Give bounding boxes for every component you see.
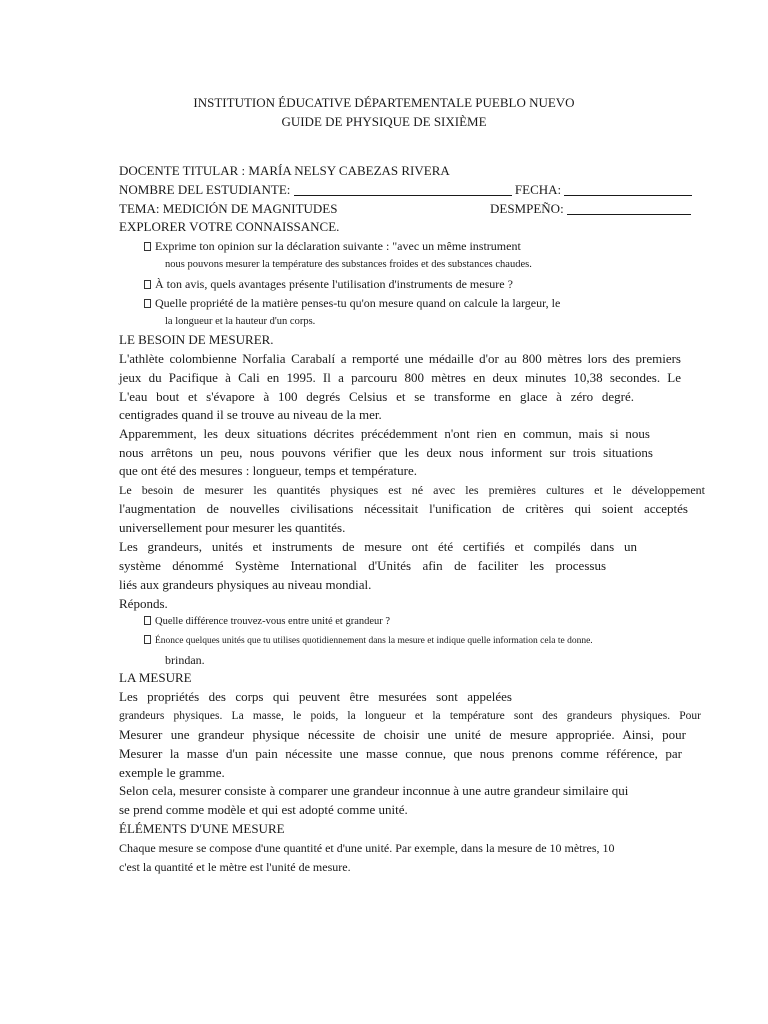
question-text: Quelle propriété de la matière penses-tu qu'on mesure quand on calcule la largeur, le <box>155 296 561 310</box>
guide-title: GUIDE DE PHYSIQUE DE SIXIÈME <box>281 114 487 129</box>
question-text: À ton avis, quels avantages présente l'utilisation d'instruments de mesure ? <box>155 277 513 291</box>
besoin-line: l'augmentation de nouvelles civilisations nécessitait l'unification de critères qui soient acceptés <box>119 501 688 516</box>
mesure-line: grandeurs physiques. La masse, le poids, la longueur et la température sont des grandeurs physiques. Pour <box>119 710 701 722</box>
institution-title: INSTITUTION ÉDUCATIVE DÉPARTEMENTALE PUEBLO NUEVO <box>193 95 575 110</box>
mesure-line: Mesurer une grandeur physique nécessite de choisir une unité de mesure appropriée. Ainsi, pour <box>119 727 686 742</box>
besoin-line: jeux du Pacifique à Cali en 1995. Il a parcouru 800 mètres en deux minutes 10,38 secondes. Le <box>119 370 681 385</box>
mesure-heading: LA MESURE <box>119 670 192 685</box>
besoin-line: Apparemment, les deux situations décrites précédemment n'ont rien en commun, mais si nous <box>119 426 650 441</box>
explore-question-3 <box>144 295 560 311</box>
reponds-label: Réponds. <box>119 596 168 611</box>
explore-question-1 <box>144 238 521 254</box>
date-label: FECHA: <box>514 182 562 197</box>
checkbox-icon <box>144 635 151 644</box>
explore-question-3-cont: la longueur et la hauteur d'un corps. <box>165 316 316 327</box>
besoin-line: nous arrêtons un peu, nous pouvons vérifier que les deux nous informent sur trois situations <box>119 445 653 460</box>
besoin-line: liés aux grandeurs physiques au niveau mondial. <box>119 577 372 592</box>
student-line <box>119 182 692 198</box>
performance-label: DESMPEÑO: <box>490 201 564 216</box>
student-name-blank <box>294 183 512 196</box>
besoin-line: L'athlète colombienne Norfalia Carabalí a remporté une médaille d'or au 800 mètres lors des premiers <box>119 351 681 366</box>
besoin-line: Le besoin de mesurer les quantités physiques est né avec les premières cultures et le développement <box>119 483 705 497</box>
besoin-line: système dénommé Système International d'Unités afin de faciliter les processus <box>119 558 606 573</box>
topic-line: TEMA: MEDICIÓN DE MAGNITUDES <box>119 201 338 216</box>
mesure-line: Mesurer la masse d'un pain nécessite une masse connue, que nous prenons comme référence, par <box>119 746 682 761</box>
besoin-line: centigrades quand il se trouve au niveau de la mer. <box>119 407 382 422</box>
checkbox-icon <box>144 242 151 251</box>
date-blank <box>564 183 692 196</box>
question-text: Exprime ton opinion sur la déclaration suivante : "avec un même instrument <box>155 239 521 253</box>
besoin-line: Les grandeurs, unités et instruments de mesure ont été certifiés et compilés dans un <box>119 539 637 554</box>
performance-blank <box>567 202 691 215</box>
teacher-line: DOCENTE TITULAR : MARÍA NELSY CABEZAS RIVERA <box>119 163 450 178</box>
besoin-question-1 <box>144 614 390 630</box>
question-text: Quelle différence trouvez-vous entre unité et grandeur ? <box>155 616 391 627</box>
besoin-heading: LE BESOIN DE MESURER. <box>119 332 274 347</box>
mesure-line: Les propriétés des corps qui peuvent être mesurées sont appelées <box>119 689 512 704</box>
student-label: NOMBRE DEL ESTUDIANTE: <box>119 182 291 197</box>
mesure-line: se prend comme modèle et qui est adopté comme unité. <box>119 802 408 817</box>
elements-line: c'est la quantité et le mètre est l'unité de mesure. <box>119 860 351 874</box>
mesure-line: exemple le gramme. <box>119 765 225 780</box>
besoin-line: universellement pour mesurer les quantités. <box>119 520 346 535</box>
explore-question-2 <box>144 276 513 292</box>
besoin-line: que ont été des mesures : longueur, temps et température. <box>119 463 418 478</box>
checkbox-icon <box>144 616 151 625</box>
explore-heading: EXPLORER VOTRE CONNAISSANCE. <box>119 219 340 234</box>
elements-line: Chaque mesure se compose d'une quantité et d'une unité. Par exemple, dans la mesure de 10 mètres, 10 <box>119 841 615 855</box>
besoin-line: L'eau bout et s'évapore à 100 degrés Celsius et se transforme en glace à zéro degré. <box>119 389 634 404</box>
performance-line <box>490 201 691 217</box>
besoin-question-2 <box>144 633 593 649</box>
mesure-line: Selon cela, mesurer consiste à comparer une grandeur inconnue à une autre grandeur similaire qui <box>119 783 629 798</box>
explore-question-1-cont: nous pouvons mesurer la température des substances froides et des substances chaudes. <box>165 259 532 270</box>
elements-heading: ÉLÉMENTS D'UNE MESURE <box>119 821 285 836</box>
checkbox-icon <box>144 299 151 308</box>
question-text: Énonce quelques unités que tu utilises quotidiennement dans la mesure et indique quelle information cela te donne. <box>155 636 593 646</box>
checkbox-icon <box>144 280 151 289</box>
besoin-question-2-tail: brindan. <box>165 653 205 667</box>
